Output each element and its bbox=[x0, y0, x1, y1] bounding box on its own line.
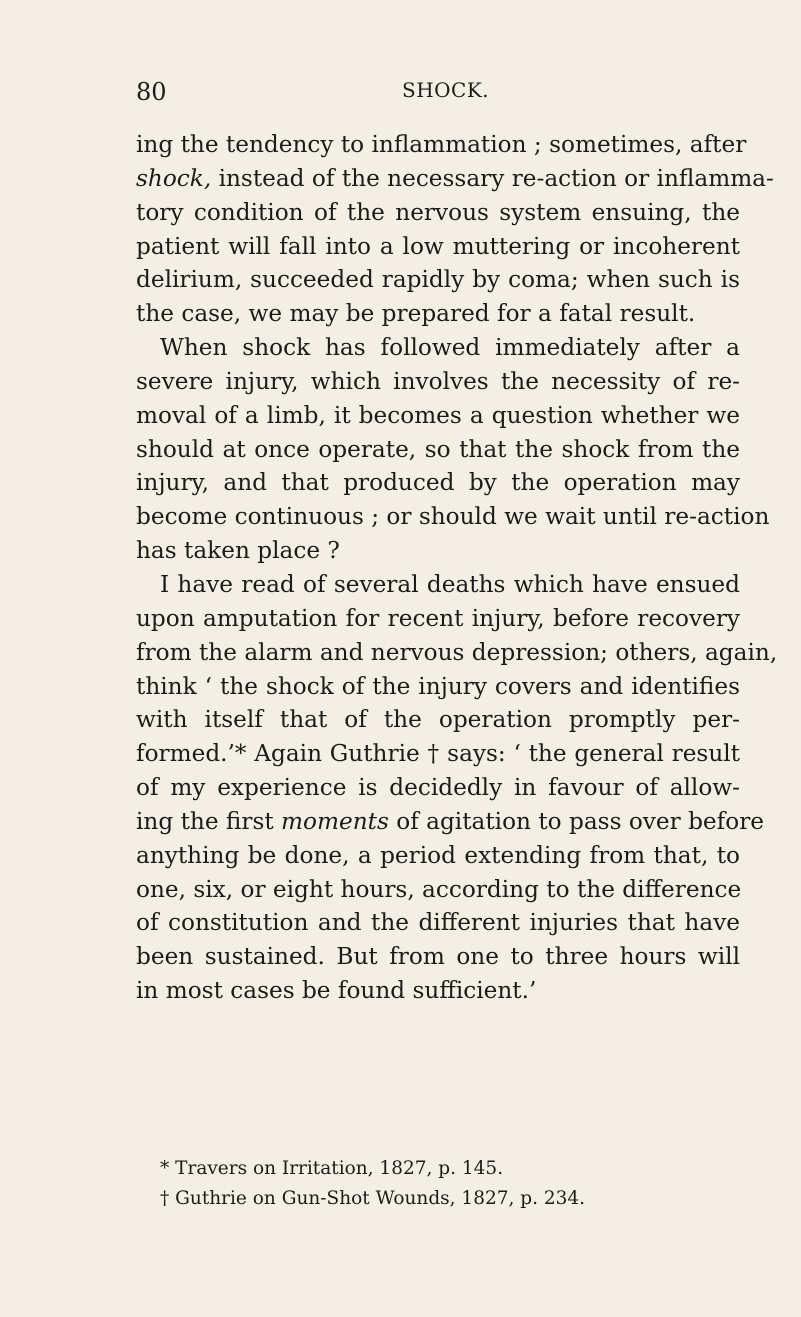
text-segment: ing the first bbox=[136, 807, 282, 835]
italic-word: moments bbox=[281, 807, 389, 835]
text-line bbox=[136, 162, 774, 196]
text-line: severe injury, which involves the necessity of re- bbox=[136, 367, 740, 395]
text-line: moval of a limb, it becomes a question whether we bbox=[136, 401, 740, 429]
text-line: I have read of several deaths which have ensued bbox=[160, 570, 740, 598]
text-line: anything be done, a period extending from that, to bbox=[136, 841, 740, 869]
text-line: formed.’* Again Guthrie † says: ‘ the general result bbox=[136, 740, 740, 768]
text-line: When shock has followed immediately after a bbox=[160, 334, 740, 362]
text-line: ing the tendency to inflammation ; sometimes, after bbox=[136, 131, 747, 158]
text-line: has taken place ? bbox=[136, 537, 340, 565]
text-line: with itself that of the operation promptly per- bbox=[136, 706, 740, 734]
text-line bbox=[136, 805, 765, 839]
page-header bbox=[136, 78, 736, 112]
text-segment: instead of the necessary re-action or inflamma- bbox=[211, 164, 774, 192]
running-head: SHOCK. bbox=[402, 78, 490, 102]
text-line: one, six, or eight hours, according to the difference bbox=[136, 875, 742, 903]
italic-word: shock, bbox=[136, 164, 212, 192]
text-line: delirium, succeeded rapidly by coma; when such is bbox=[136, 266, 740, 294]
text-line: the case, we may be prepared for a fatal result. bbox=[136, 300, 696, 328]
text-line: in most cases be found sufficient.’ bbox=[136, 977, 537, 1005]
text-segment: of agitation to pass over before bbox=[388, 807, 765, 835]
text-line: become continuous ; or should we wait until re-action bbox=[136, 503, 770, 531]
text-line: think ‘ the shock of the injury covers and identifies bbox=[136, 672, 740, 700]
text-line: from the alarm and nervous depression; others, again, bbox=[136, 638, 778, 666]
footnote: † Guthrie on Gun-Shot Wounds, 1827, p. 234. bbox=[160, 1188, 586, 1209]
footnotes bbox=[160, 1154, 720, 1214]
footnote: * Travers on Irritation, 1827, p. 145. bbox=[160, 1158, 504, 1179]
text-line: patient will fall into a low muttering or incoherent bbox=[136, 232, 740, 260]
text-line: tory condition of the nervous system ensuing, the bbox=[136, 198, 740, 226]
text-line: injury, and that produced by the operation may bbox=[136, 469, 740, 497]
text-line: should at once operate, so that the shock from the bbox=[136, 435, 740, 463]
text-line: upon amputation for recent injury, before recovery bbox=[136, 604, 740, 632]
text-line: been sustained. But from one to three hours will bbox=[136, 943, 740, 971]
page-number: 80 bbox=[136, 78, 167, 106]
text-line: of constitution and the different injuries that have bbox=[136, 909, 740, 937]
text-line: of my experience is decidedly in favour of allow- bbox=[136, 774, 740, 802]
body-text bbox=[136, 128, 778, 1008]
